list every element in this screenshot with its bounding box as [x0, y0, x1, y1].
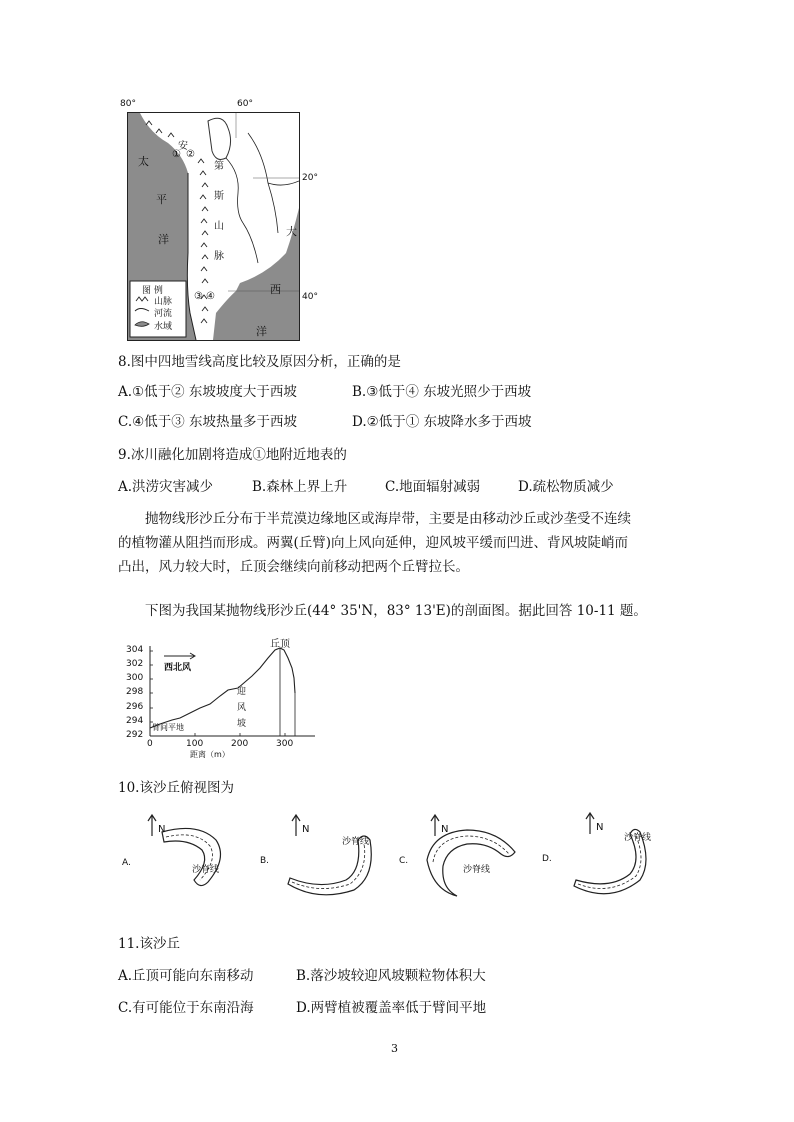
dune-shape-c — [397, 810, 527, 902]
q8-option-b: B.③低于④ 东坡光照少于西坡 — [352, 384, 532, 400]
south-america-map — [127, 112, 300, 341]
dune-shape-d — [540, 810, 670, 902]
q11-option-d: D.两臂植被覆盖率低于臂间平地 — [296, 1000, 487, 1016]
q10-option-c-label: C. — [399, 856, 409, 866]
q10-a-ridge: 沙脊线 — [192, 865, 220, 875]
q9-option-d: D.疏松物质减少 — [518, 479, 614, 495]
q10-c-ridge: 沙脊线 — [463, 865, 491, 875]
y-tick-300: 300 — [126, 673, 144, 683]
river — [226, 158, 243, 223]
x-tick-100: 100 — [186, 739, 204, 749]
q11-option-c: C.有可能位于东南沿海 — [118, 1000, 254, 1016]
ocean-label-pacific-1: 太 — [138, 155, 149, 168]
legend-item-water: 水域 — [154, 322, 173, 332]
q10-option-b — [258, 810, 388, 902]
point-3: ③ — [194, 291, 203, 302]
windward-label-3: 坡 — [237, 719, 247, 729]
map-lat-40: 40° — [302, 292, 318, 302]
range-label-4: 山 — [214, 221, 224, 232]
ocean-label-pacific-2: 平 — [156, 193, 167, 206]
y-tick-304: 304 — [126, 645, 144, 655]
water-body — [208, 118, 231, 159]
q10-b-ridge: 沙脊线 — [342, 837, 370, 847]
map-lon-80: 80° — [120, 99, 136, 109]
passage-paragraph-1: 抛物线形沙丘分布于半荒漠边缘地区或海岸带，主要是由移动沙丘或沙垄受不连续的植物灌从阻挡而形成。两翼(丘臂)向上风向延伸，迎风坡平缓而凹进、背风坡陡峭而凸出，风力较大时，丘顶会继续向前移动把两个丘臂拉长。 — [118, 511, 631, 575]
x-axis-label: 距离（m） — [190, 750, 230, 759]
legend-title: 图 例 — [142, 286, 163, 296]
x-tick-0: 0 — [147, 739, 153, 749]
passage-paragraph-2: 下图为我国某抛物线形沙丘(44° 35'N，83° 13'E)的剖面图。据此回答 10-11 题。 — [145, 603, 647, 619]
q10-option-d — [540, 810, 670, 902]
peak-label: 丘顶 — [270, 639, 290, 650]
q8-option-d: D.②低于① 东坡降水多于西坡 — [352, 414, 532, 430]
y-tick-302: 302 — [126, 659, 144, 669]
dune-shape-b — [258, 810, 388, 902]
flat-label: 臂间平地 — [152, 723, 184, 732]
range-label-3: 斯 — [214, 191, 224, 202]
question-8-stem: 8.图中四地雪线高度比较及原因分析，正确的是 — [118, 354, 401, 370]
q10-option-a — [118, 810, 248, 902]
point-4: ④ — [206, 291, 215, 302]
q9-option-b: B.森林上界上升 — [252, 479, 348, 495]
legend-item-river: 河流 — [154, 309, 173, 319]
page-number: 3 — [391, 1042, 398, 1055]
q10-option-d-label: D. — [542, 854, 552, 864]
river — [268, 181, 299, 185]
q11-option-a: A.丘顶可能向东南移动 — [118, 968, 254, 984]
question-10-stem: 10.该沙丘俯视图为 — [118, 780, 234, 796]
wind-label: 西北风 — [164, 663, 192, 673]
dune-shape-a — [118, 810, 248, 902]
q10-d-north: N — [596, 822, 604, 833]
q11-option-b: B.落沙坡较迎风坡颗粒物体积大 — [296, 968, 486, 984]
range-label-2: 第 — [214, 161, 224, 172]
q10-d-ridge: 沙脊线 — [624, 833, 652, 843]
x-tick-200: 200 — [231, 739, 249, 749]
question-11-stem: 11.该沙丘 — [118, 936, 180, 952]
ocean-label-pacific-3: 洋 — [158, 233, 169, 246]
ocean-label-atlantic-1: 大 — [286, 225, 297, 238]
map-lon-60: 60° — [237, 99, 253, 109]
windward-label-1: 迎 — [237, 687, 247, 697]
y-tick-292: 292 — [126, 730, 144, 740]
point-2: ② — [186, 149, 195, 160]
q9-option-c: C.地面辐射减弱 — [385, 479, 481, 495]
q10-option-a-label: A. — [122, 858, 131, 868]
river — [243, 223, 258, 263]
dune-profile-figure — [120, 638, 330, 760]
q10-option-b-label: B. — [260, 856, 270, 866]
river — [248, 133, 278, 233]
point-1: ① — [172, 149, 181, 160]
q10-b-north: N — [302, 824, 310, 835]
question-9-stem: 9.冰川融化加剧将造成①地附近地表的 — [118, 447, 347, 463]
windward-label-2: 风 — [237, 703, 247, 713]
q9-option-a: A.洪涝灾害减少 — [118, 479, 214, 495]
q8-option-a: A.①低于② 东坡坡度大于西坡 — [118, 384, 297, 400]
range-label-5: 脉 — [214, 251, 224, 262]
ocean-label-atlantic-3: 洋 — [256, 325, 267, 338]
legend-item-mountain: 山脉 — [154, 297, 173, 307]
ocean-label-atlantic-2: 西 — [270, 283, 281, 296]
q10-option-c — [397, 810, 527, 902]
y-tick-298: 298 — [126, 687, 144, 697]
y-tick-294: 294 — [126, 716, 144, 726]
x-tick-300: 300 — [276, 739, 294, 749]
map-lat-20: 20° — [302, 173, 318, 183]
range-label-1: 安 — [178, 141, 188, 152]
y-tick-296: 296 — [126, 702, 144, 712]
q10-a-north: N — [158, 824, 166, 835]
q10-c-north: N — [441, 824, 449, 835]
q8-option-c: C.④低于③ 东坡热量多于西坡 — [118, 414, 298, 430]
